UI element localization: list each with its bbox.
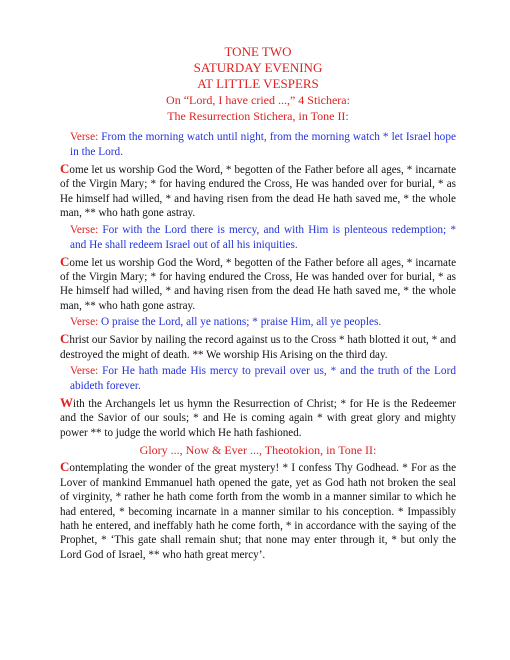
- sticheron-text: ith the Archangels let us hymn the Resurrection of Christ; * for He is the Redeemer and the Savior of our souls; * and He is coming again * with great glory and mighty power ** to judge the world which He hath fashioned.: [60, 398, 456, 439]
- verse-2: [60, 223, 456, 253]
- verse-text: O praise the Lord, all ye nations; * praise Him, all ye peoples.: [98, 316, 382, 329]
- sticheron-text: hrist our Savior by nailing the record against us to the Cross * hath blotted it out, * and destroyed the might of death. ** We worship His Arising on the third day.: [60, 334, 456, 361]
- sticheron-text: ome let us worship God the Word, * begotten of the Father before all ages, * incarnate of the Virgin Mary; * for having endured the Cross, He was handed over for burial, * as He himself had willed, * and having risen from the dead He hath saved me, * the whole man, ** who hath gone astray.: [60, 256, 456, 312]
- tone-heading: TONE TWO: [224, 44, 292, 59]
- drop-letter: C: [60, 331, 70, 347]
- verse-label: Verse:: [70, 316, 99, 329]
- service-heading: AT LITTLE VESPERS: [197, 76, 319, 91]
- verse-label: Verse:: [70, 365, 99, 378]
- day-heading: SATURDAY EVENING: [193, 60, 323, 75]
- verse-text: From the morning watch until night, from the morning watch * let Israel hope in the Lord.: [70, 131, 456, 158]
- sticheron-1: [60, 162, 456, 221]
- verse-4: [60, 364, 456, 394]
- verse-1: [60, 130, 456, 160]
- stichera-heading: On “Lord, I have cried ...,” 4 Stichera:: [166, 93, 350, 107]
- drop-letter: W: [60, 395, 73, 411]
- drop-letter: C: [60, 161, 70, 176]
- resurrection-heading: The Resurrection Stichera, in Tone II:: [167, 109, 349, 123]
- sticheron-text: ome let us worship God the Word, * begotten of the Father before all ages, * incarnate of the Virgin Mary; * for having endured the Cross, He was handed over for burial, * as He himself had willed, * and having risen from the dead He hath saved me, * the whole man, ** who hath gone astray.: [60, 164, 456, 220]
- sticheron-4: [60, 396, 456, 440]
- theotokion-text: ontemplating the wonder of the great mystery! * I confess Thy Godhead. * For as the Lover of mankind Emmanuel hath opened the gate, yet as God hath not broken the seal of virginity, * rather he hath come forth from the womb in a manner similar to which he had entered, * becoming incarnate in a manner similar to his conception. * Impassibly hath he entered, and ineffably hath he come forth, * in accordance with the saying of the Prophet, * ‘This gate shall remain shut; that none may enter through it, * but only the Lord God of Israel, ** who hath great mercy’.: [60, 462, 456, 561]
- theotokion-heading: Glory ..., Now & Ever ..., Theotokion, in Tone II:: [139, 443, 377, 458]
- sticheron-3: [60, 332, 456, 362]
- theotokion: [60, 460, 456, 562]
- drop-letter: C: [60, 459, 70, 475]
- page-content: [60, 44, 456, 564]
- sticheron-2: [60, 255, 456, 314]
- verse-label: Verse:: [70, 131, 99, 143]
- drop-letter: C: [60, 253, 70, 269]
- verse-text: For He hath made His mercy to prevail over us, * and the truth of the Lord abideth forever.: [70, 365, 456, 393]
- verse-label: Verse:: [70, 223, 99, 236]
- verse-3: [60, 315, 456, 330]
- verse-text: For with the Lord there is mercy, and with Him is plenteous redemption; * and He shall redeem Israel out of all his iniquities.: [70, 223, 456, 251]
